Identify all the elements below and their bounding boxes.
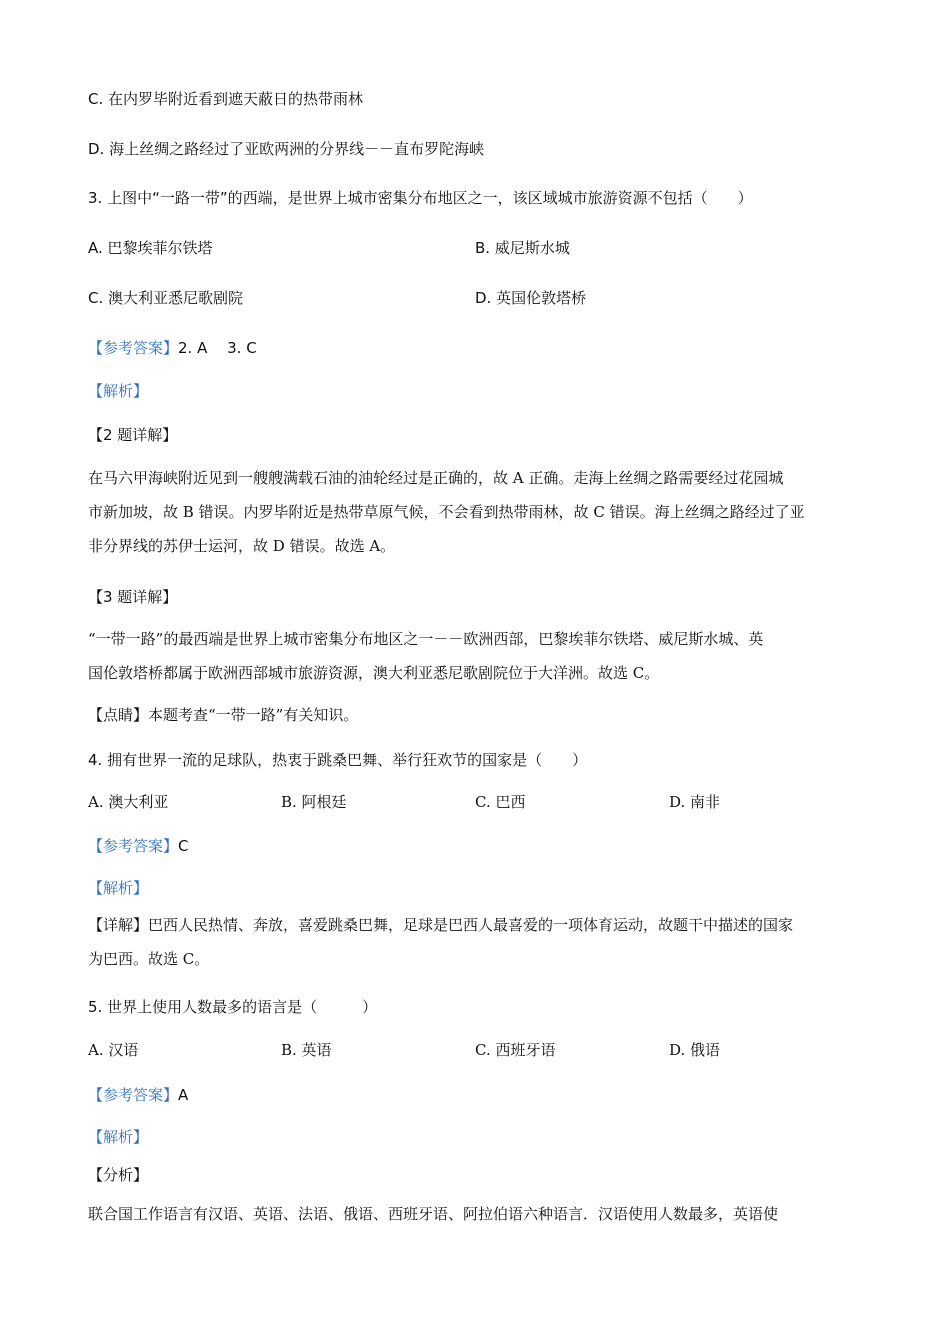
answer-label: 【参考答案】 — [88, 837, 179, 855]
detail-2-line: 非分界线的苏伊士运河，故 D 错误。故选 A。 — [88, 537, 396, 555]
detail-4-paragraph — [88, 908, 850, 976]
q4-option-a: A. 澳大利亚 — [88, 793, 169, 811]
q5-question: 5. 世界上使用人数最多的语言是（ ） — [88, 998, 378, 1016]
q5-option-d: D. 俄语 — [669, 1041, 721, 1059]
answer-label: 【参考答案】 — [88, 1086, 179, 1104]
answer-value: A — [178, 1086, 189, 1104]
answer-block-5 — [88, 1085, 188, 1105]
answer-block-4 — [88, 836, 189, 856]
detail-3-paragraph — [88, 622, 850, 690]
q2-option-d: D. 海上丝绸之路经过了亚欧两洲的分界线－－直布罗陀海峡 — [88, 140, 485, 158]
q4-question: 4. 拥有世界一流的足球队，热衷于跳桑巴舞、举行狂欢节的国家是（ ） — [88, 751, 588, 769]
q3-option-b: B. 威尼斯水城 — [475, 239, 570, 257]
q5-option-b: B. 英语 — [281, 1041, 332, 1059]
q4-option-b: B. 阿根廷 — [281, 793, 347, 811]
q3-option-a: A. 巴黎埃菲尔铁塔 — [88, 239, 213, 257]
answer-label: 【参考答案】 — [88, 339, 179, 357]
q4-option-c: C. 巴西 — [475, 793, 526, 811]
detail-3-heading: 【3 题详解】 — [88, 588, 178, 606]
analysis-label-5: 【解析】 — [88, 1128, 149, 1146]
analysis-label-4: 【解析】 — [88, 879, 149, 897]
detail-2-line: 在马六甲海峡附近见到一艘艘满载石油的油轮经过是正确的，故 A 正确。走海上丝绸之路需要经过花园城 — [88, 469, 784, 487]
analysis-text-5: 联合国工作语言有汉语、英语、法语、俄语、西班牙语、阿拉伯语六种语言．汉语使用人数最多，英语使 — [88, 1205, 779, 1223]
detail-3-line: “一带一路”的最西端是世界上城市密集分布地区之一－－欧洲西部，巴黎埃菲尔铁塔、威尼斯水城、英 — [88, 630, 764, 648]
answer-block-2-3 — [88, 338, 257, 358]
q4-option-d: D. 南非 — [669, 793, 721, 811]
detail-2-line: 市新加坡，故 B 错误。内罗毕附近是热带草原气候，不会看到热带雨林，故 C 错误。海上丝绸之路经过了亚 — [88, 503, 805, 521]
detail-2-heading: 【2 题详解】 — [88, 426, 178, 444]
answer-value: 2. A 3. C — [178, 339, 257, 357]
detail-4-line: 为巴西。故选 C。 — [88, 950, 210, 968]
q3-question: 3. 上图中“一路一带”的西端，是世界上城市密集分布地区之一，该区域城市旅游资源不包括（ ） — [88, 189, 753, 207]
detail-2-paragraph — [88, 461, 850, 563]
comment-3: 【点睛】本题考查“一带一路”有关知识。 — [88, 706, 359, 724]
detail-3-line: 国伦敦塔桥都属于欧洲西部城市旅游资源，澳大利亚悉尼歌剧院位于大洋洲。故选 C。 — [88, 664, 660, 682]
q5-option-a: A. 汉语 — [88, 1041, 139, 1059]
q5-option-c: C. 西班牙语 — [475, 1041, 556, 1059]
q2-option-c: C. 在内罗毕附近看到遮天蔽日的热带雨林 — [88, 90, 364, 108]
q3-option-c: C. 澳大利亚悉尼歌剧院 — [88, 289, 244, 307]
answer-value: C — [178, 837, 189, 855]
analysis-heading-5: 【分析】 — [88, 1166, 149, 1184]
detail-4-line: 【详解】巴西人民热情、奔放，喜爱跳桑巴舞，足球是巴西人最喜爱的一项体育运动，故题干中描述的国家 — [88, 916, 794, 934]
analysis-label-2-3: 【解析】 — [88, 382, 149, 400]
q3-option-d: D. 英国伦敦塔桥 — [475, 289, 587, 307]
